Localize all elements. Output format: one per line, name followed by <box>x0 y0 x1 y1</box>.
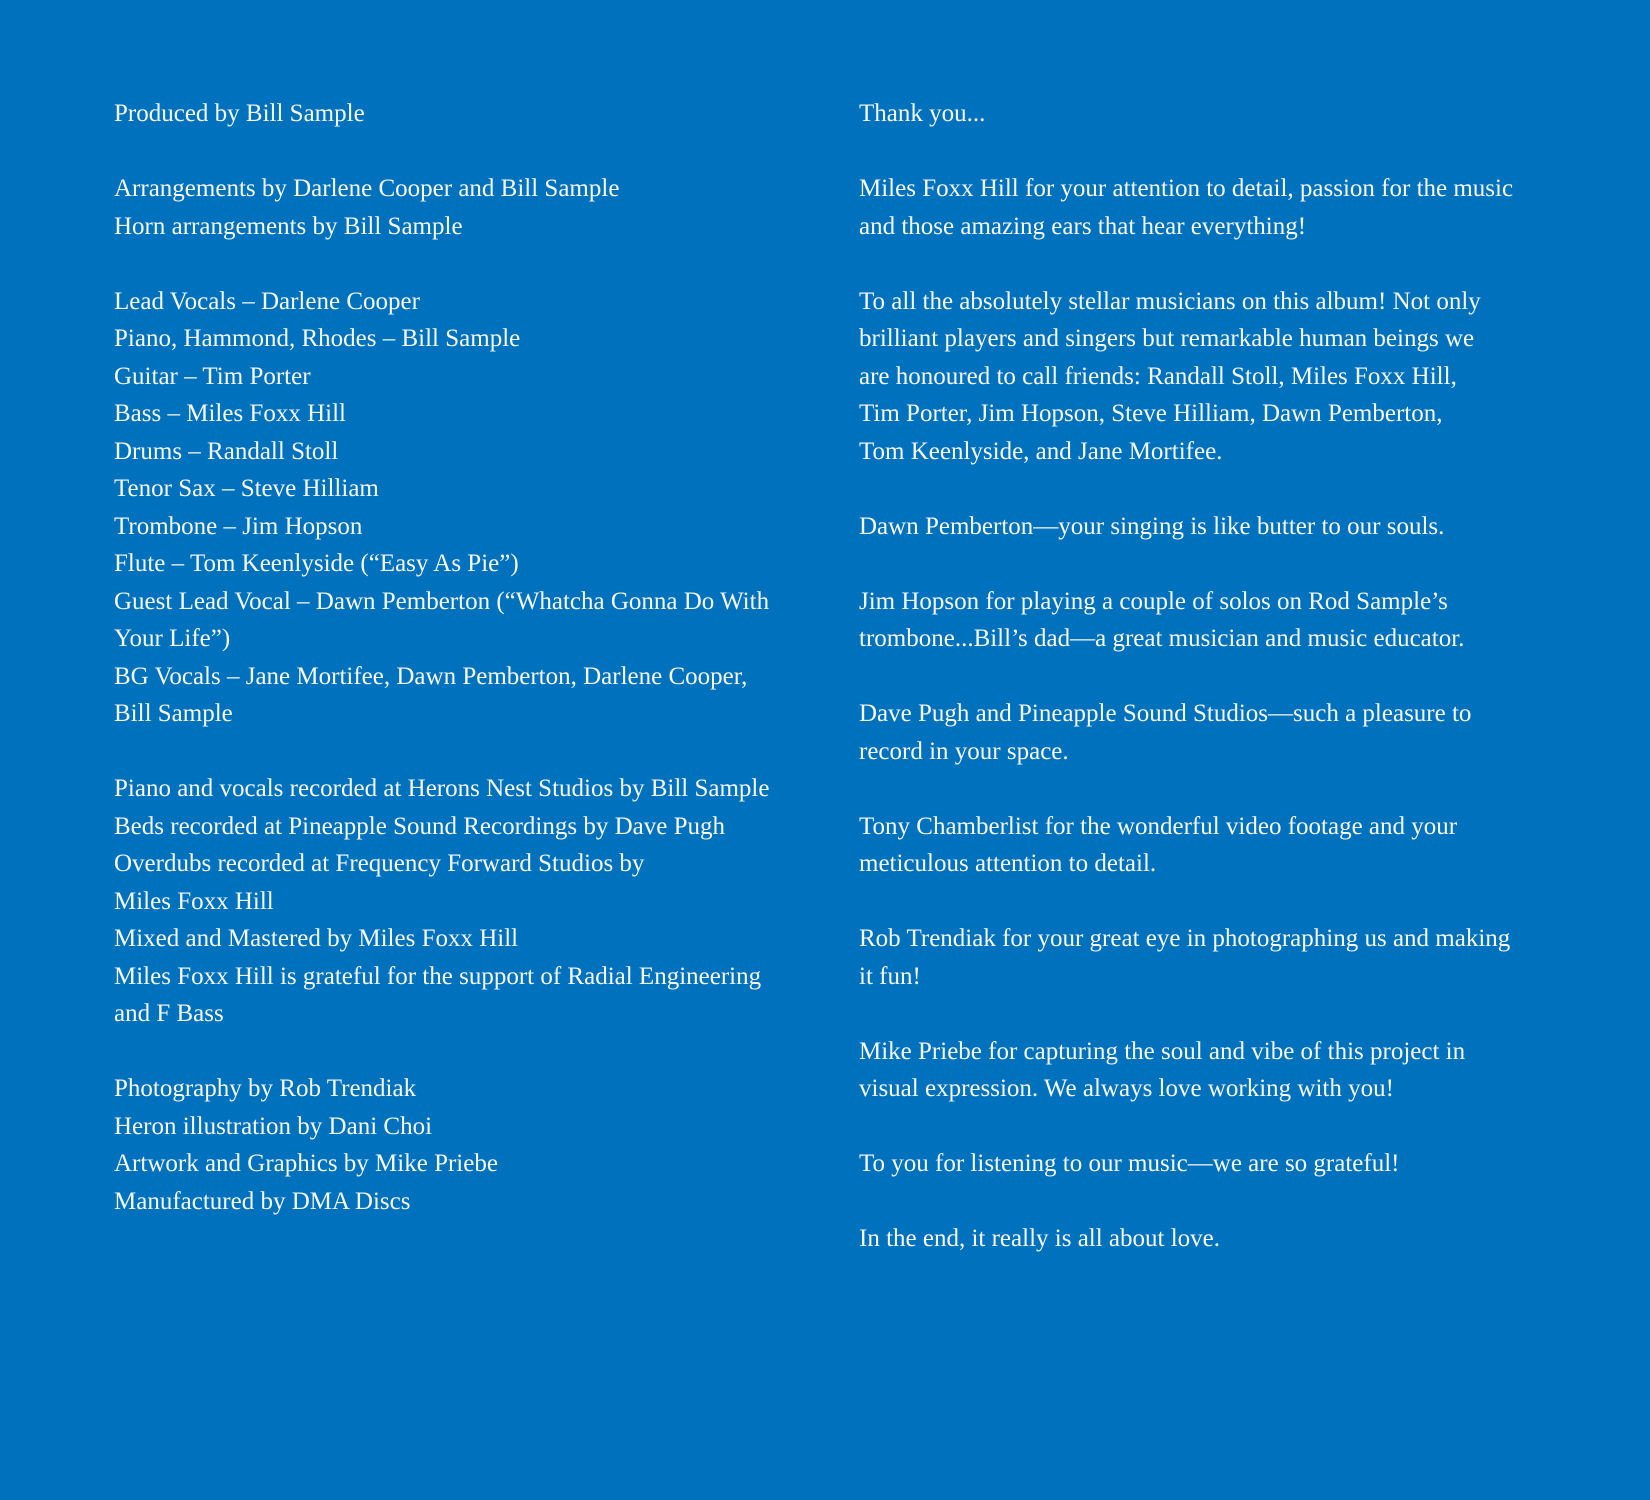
production-line: Artwork and Graphics by Mike Priebe <box>114 1150 498 1177</box>
musician-line: Trombone – Jim Hopson <box>114 512 363 540</box>
recording-line: Piano and vocals recorded at Herons Nest Studios by Bill Sample <box>114 775 770 802</box>
production-line: Manufactured by DMA Discs <box>114 1187 411 1215</box>
thanks-line: are honoured to call friends: Randall Stoll, Miles Foxx Hill, <box>859 362 1457 390</box>
thanks-line: meticulous attention to detail. <box>859 850 1157 877</box>
thanks-paragraph <box>859 920 1559 995</box>
thanks-paragraph <box>859 583 1559 658</box>
thanks-line: trombone...Bill’s dad—a great musician and music educator. <box>859 625 1465 652</box>
thanks-line: Rob Trendiak for your great eye in photographing us and making <box>859 925 1511 952</box>
thanks-line: To you for listening to our music—we are so grateful! <box>859 1150 1400 1177</box>
thanks-line: Dave Pugh and Pineapple Sound Studios—such a pleasure to <box>859 700 1472 727</box>
thanks-paragraph <box>859 695 1559 770</box>
recording-line: Beds recorded at Pineapple Sound Recordings by Dave Pugh <box>114 812 725 840</box>
musician-line: Drums – Randall Stoll <box>114 437 339 465</box>
horn-arrangement-line: Horn arrangements by Bill Sample <box>114 212 463 240</box>
recording-line: Mixed and Mastered by Miles Foxx Hill <box>114 925 519 952</box>
thanks-paragraph <box>859 1033 1559 1108</box>
thanks-line: brilliant players and singers but remarkable human beings we <box>859 325 1475 352</box>
thanks-line: Dawn Pemberton—your singing is like butter to our souls. <box>859 512 1445 540</box>
musician-line: Bass – Miles Foxx Hill <box>114 400 346 427</box>
musician-line: Tenor Sax – Steve Hilliam <box>114 475 379 502</box>
thanks-line: Jim Hopson for playing a couple of solos on Rod Sample’s <box>859 587 1448 615</box>
recording-credits <box>114 770 834 1033</box>
musician-line: Piano, Hammond, Rhodes – Bill Sample <box>114 325 521 352</box>
arrangement-credits <box>114 170 834 245</box>
musician-line: Your Life”) <box>114 625 231 652</box>
recording-line: and F Bass <box>114 1000 224 1027</box>
thanks-line: and those amazing ears that hear everything! <box>859 212 1307 240</box>
thanks-paragraph <box>859 808 1559 883</box>
producer-line: Produced by Bill Sample <box>114 100 365 127</box>
thanks-line: visual expression. We always love working with you! <box>859 1075 1394 1102</box>
thanks-paragraph <box>859 1220 1559 1258</box>
production-line: Photography by Rob Trendiak <box>114 1075 417 1102</box>
musician-line: Guest Lead Vocal – Dawn Pemberton (“Whatcha Gonna Do With <box>114 587 770 615</box>
musician-line: Guitar – Tim Porter <box>114 362 311 390</box>
musician-line: Bill Sample <box>114 700 233 727</box>
thanks-line: Tony Chamberlist for the wonderful video footage and your <box>859 812 1458 840</box>
thanks-line: Tim Porter, Jim Hopson, Steve Hilliam, Dawn Pemberton, <box>859 400 1443 427</box>
thanks-heading-block <box>859 95 1559 133</box>
credits-column <box>114 95 834 1258</box>
thanks-heading: Thank you... <box>859 100 986 127</box>
thanks-line: To all the absolutely stellar musicians on this album! Not only <box>859 287 1481 315</box>
thanks-line: record in your space. <box>859 737 1069 765</box>
thanks-line: it fun! <box>859 962 921 990</box>
recording-line: Miles Foxx Hill <box>114 887 274 915</box>
thanks-paragraph <box>859 170 1559 245</box>
musician-line: Lead Vocals – Darlene Cooper <box>114 287 420 315</box>
recording-line: Overdubs recorded at Frequency Forward Studios by <box>114 850 645 877</box>
musician-line: BG Vocals – Jane Mortifee, Dawn Pemberton, Darlene Cooper, <box>114 662 748 690</box>
thanks-column <box>859 95 1559 1295</box>
musician-credits <box>114 283 834 733</box>
thanks-paragraph <box>859 283 1559 471</box>
producer-credit <box>114 95 834 133</box>
thanks-paragraph <box>859 508 1559 546</box>
production-credits <box>114 1070 834 1220</box>
musician-line: Flute – Tom Keenlyside (“Easy As Pie”) <box>114 550 519 577</box>
thanks-line: Miles Foxx Hill for your attention to detail, passion for the music <box>859 175 1514 202</box>
thanks-line: In the end, it really is all about love. <box>859 1225 1221 1252</box>
thanks-line: Tom Keenlyside, and Jane Mortifee. <box>859 437 1223 465</box>
thanks-line: Mike Priebe for capturing the soul and vibe of this project in <box>859 1037 1466 1065</box>
recording-line: Miles Foxx Hill is grateful for the support of Radial Engineering <box>114 962 762 990</box>
arrangement-line: Arrangements by Darlene Cooper and Bill Sample <box>114 175 620 202</box>
thanks-paragraph <box>859 1145 1559 1183</box>
production-line: Heron illustration by Dani Choi <box>114 1112 433 1140</box>
